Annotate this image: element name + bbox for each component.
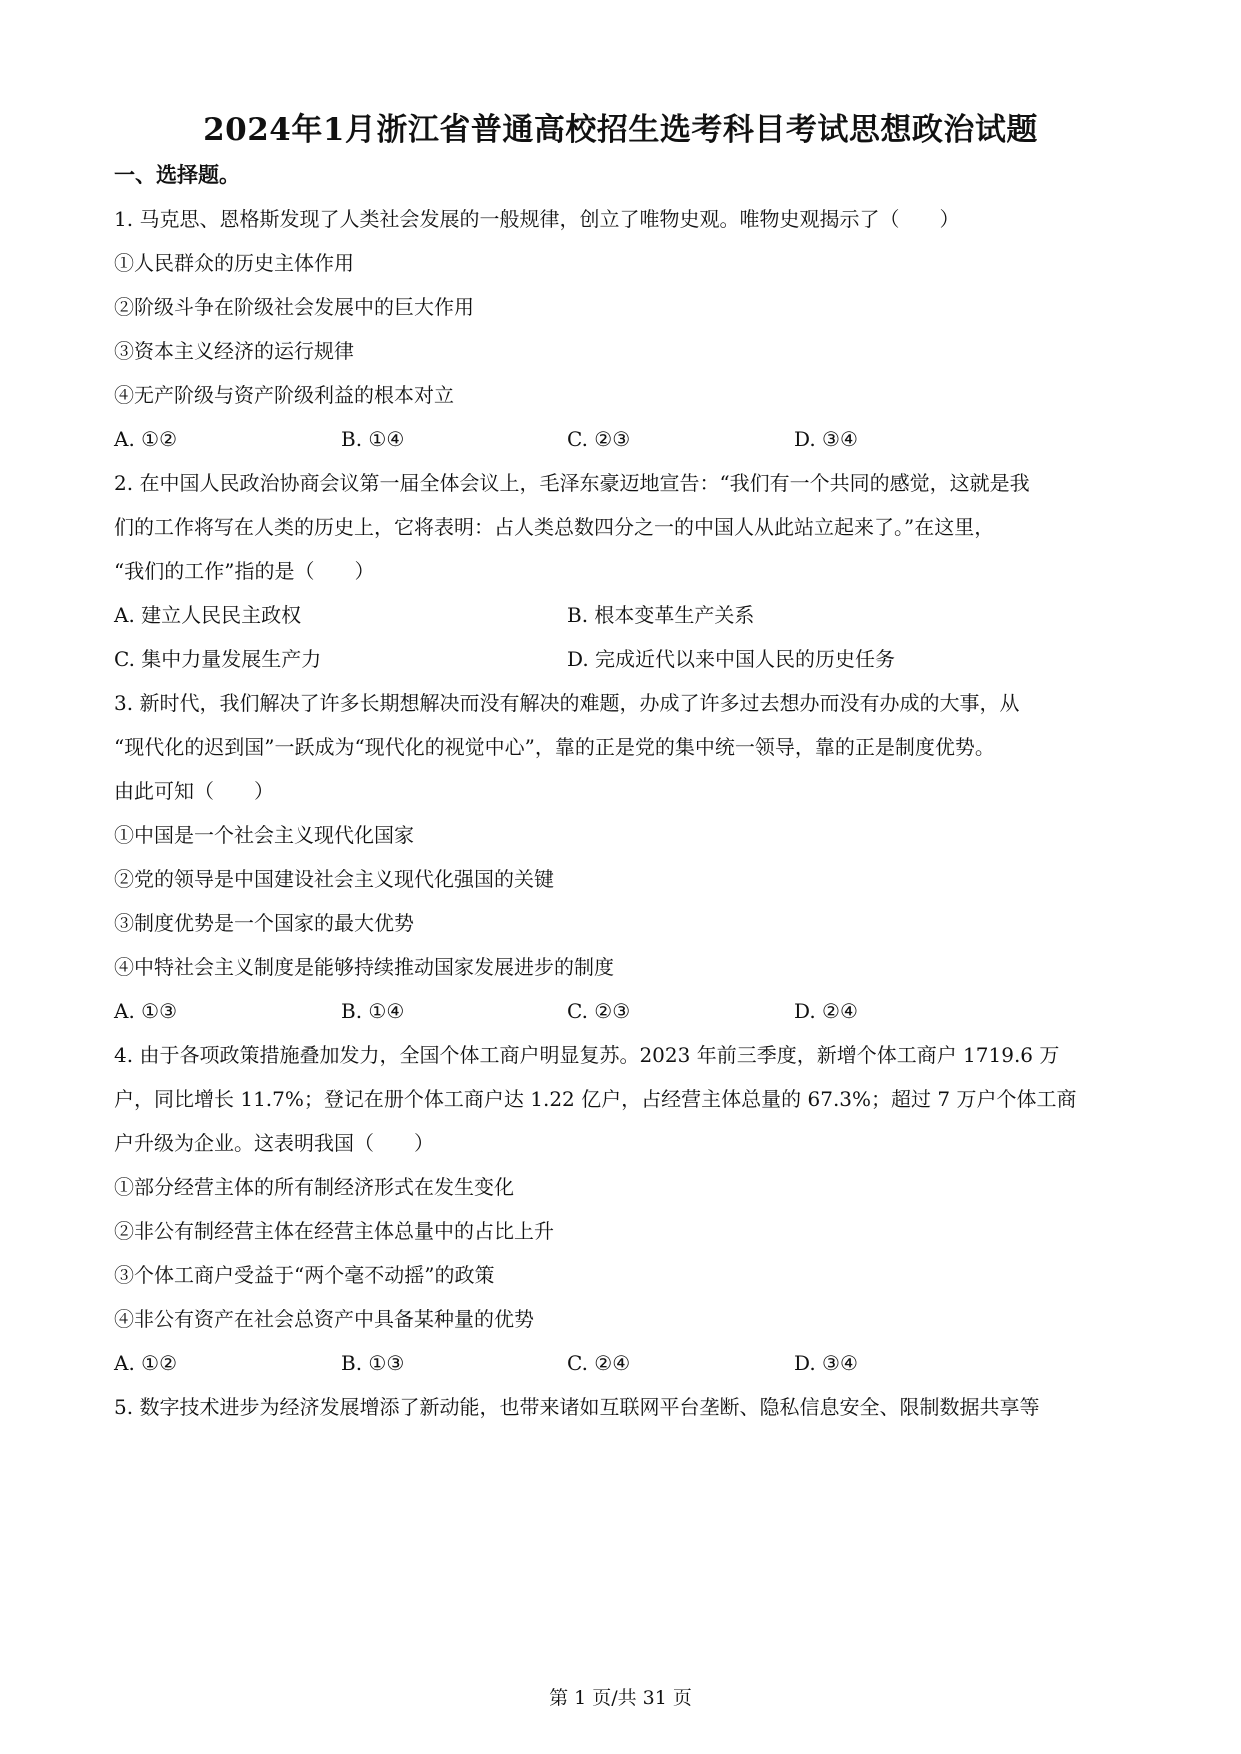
question-3-options (114, 996, 1134, 1026)
section-heading: 一、选择题。 (114, 162, 240, 187)
question-4-item: ②非公有制经营主体在经营主体总量中的占比上升 (114, 1219, 554, 1243)
question-4-stem: 4. 由于各项政策措施叠加发力，全国个体工商户明显复苏。2023 年前三季度，新增个体工商户 1719.6 万 (114, 1043, 1060, 1067)
question-3-item: ②党的领导是中国建设社会主义现代化强国的关键 (114, 867, 554, 891)
option-d: D. ③④ (794, 1351, 858, 1375)
page-footer: 第 1 页/共 31 页 (549, 1687, 692, 1709)
question-3-stem: 由此可知（ ） (114, 779, 274, 803)
option-a: A. ①③ (114, 999, 178, 1023)
option-c: C. ②③ (567, 999, 631, 1023)
question-2-options (114, 600, 1134, 630)
question-1-options (114, 424, 1134, 454)
question-1-item: ③资本主义经济的运行规律 (114, 339, 354, 363)
option-a: A. 建立人民民主政权 (114, 603, 302, 627)
option-a: A. ①② (114, 1351, 178, 1375)
question-1-stem: 1. 马克思、恩格斯发现了人类社会发展的一般规律，创立了唯物史观。唯物史观揭示了（ ） (114, 207, 960, 231)
question-5-stem: 5. 数字技术进步为经济发展增添了新动能，也带来诸如互联网平台垄断、隐私信息安全、限制数据共享等 (114, 1395, 1040, 1419)
question-2-stem: 2. 在中国人民政治协商会议第一届全体会议上，毛泽东豪迈地宣告：“我们有一个共同的感觉，这就是我 (114, 471, 1030, 495)
question-3-item: ④中特社会主义制度是能够持续推动国家发展进步的制度 (114, 955, 614, 979)
question-4-item: ①部分经营主体的所有制经济形式在发生变化 (114, 1175, 514, 1199)
question-2-options (114, 644, 1134, 674)
question-3-stem: 3. 新时代，我们解决了许多长期想解决而没有解决的难题，办成了许多过去想办而没有办成的大事，从 (114, 691, 1020, 715)
question-4-options (114, 1348, 1134, 1378)
question-2-stem: 们的工作将写在人类的历史上，它将表明：占人类总数四分之一的中国人从此站立起来了。”在这里， (114, 515, 995, 539)
option-d: D. ②④ (794, 999, 858, 1023)
question-3-stem: “现代化的迟到国”一跃成为“现代化的视觉中心”，靠的正是党的集中统一领导，靠的正是制度优势。 (114, 735, 995, 759)
question-4-stem: 户升级为企业。这表明我国（ ） (114, 1131, 434, 1155)
question-2-stem: “我们的工作”指的是（ ） (114, 559, 375, 583)
option-c: C. ②④ (567, 1351, 631, 1375)
question-3-item: ③制度优势是一个国家的最大优势 (114, 911, 414, 935)
question-1-item: ①人民群众的历史主体作用 (114, 251, 354, 275)
option-b: B. 根本变革生产关系 (567, 603, 755, 627)
option-d: D. ③④ (794, 427, 858, 451)
option-d: D. 完成近代以来中国人民的历史任务 (567, 647, 896, 671)
question-1-item: ②阶级斗争在阶级社会发展中的巨大作用 (114, 295, 474, 319)
option-b: B. ①③ (341, 1351, 405, 1375)
question-4-item: ④非公有资产在社会总资产中具备某种量的优势 (114, 1307, 534, 1331)
option-b: B. ①④ (341, 427, 405, 451)
question-1-item: ④无产阶级与资产阶级利益的根本对立 (114, 383, 454, 407)
page-title: 2024年1月浙江省普通高校招生选考科目考试思想政治试题 (203, 112, 1038, 148)
question-4-stem: 户，同比增长 11.7%；登记在册个体工商户达 1.22 亿户，占经营主体总量的 67.3%；超过 7 万户个体工商 (114, 1087, 1077, 1111)
question-4-item: ③个体工商户受益于“两个毫不动摇”的政策 (114, 1263, 495, 1287)
option-c: C. ②③ (567, 427, 631, 451)
option-a: A. ①② (114, 427, 178, 451)
option-b: B. ①④ (341, 999, 405, 1023)
question-3-item: ①中国是一个社会主义现代化国家 (114, 823, 414, 847)
option-c: C. 集中力量发展生产力 (114, 647, 322, 671)
